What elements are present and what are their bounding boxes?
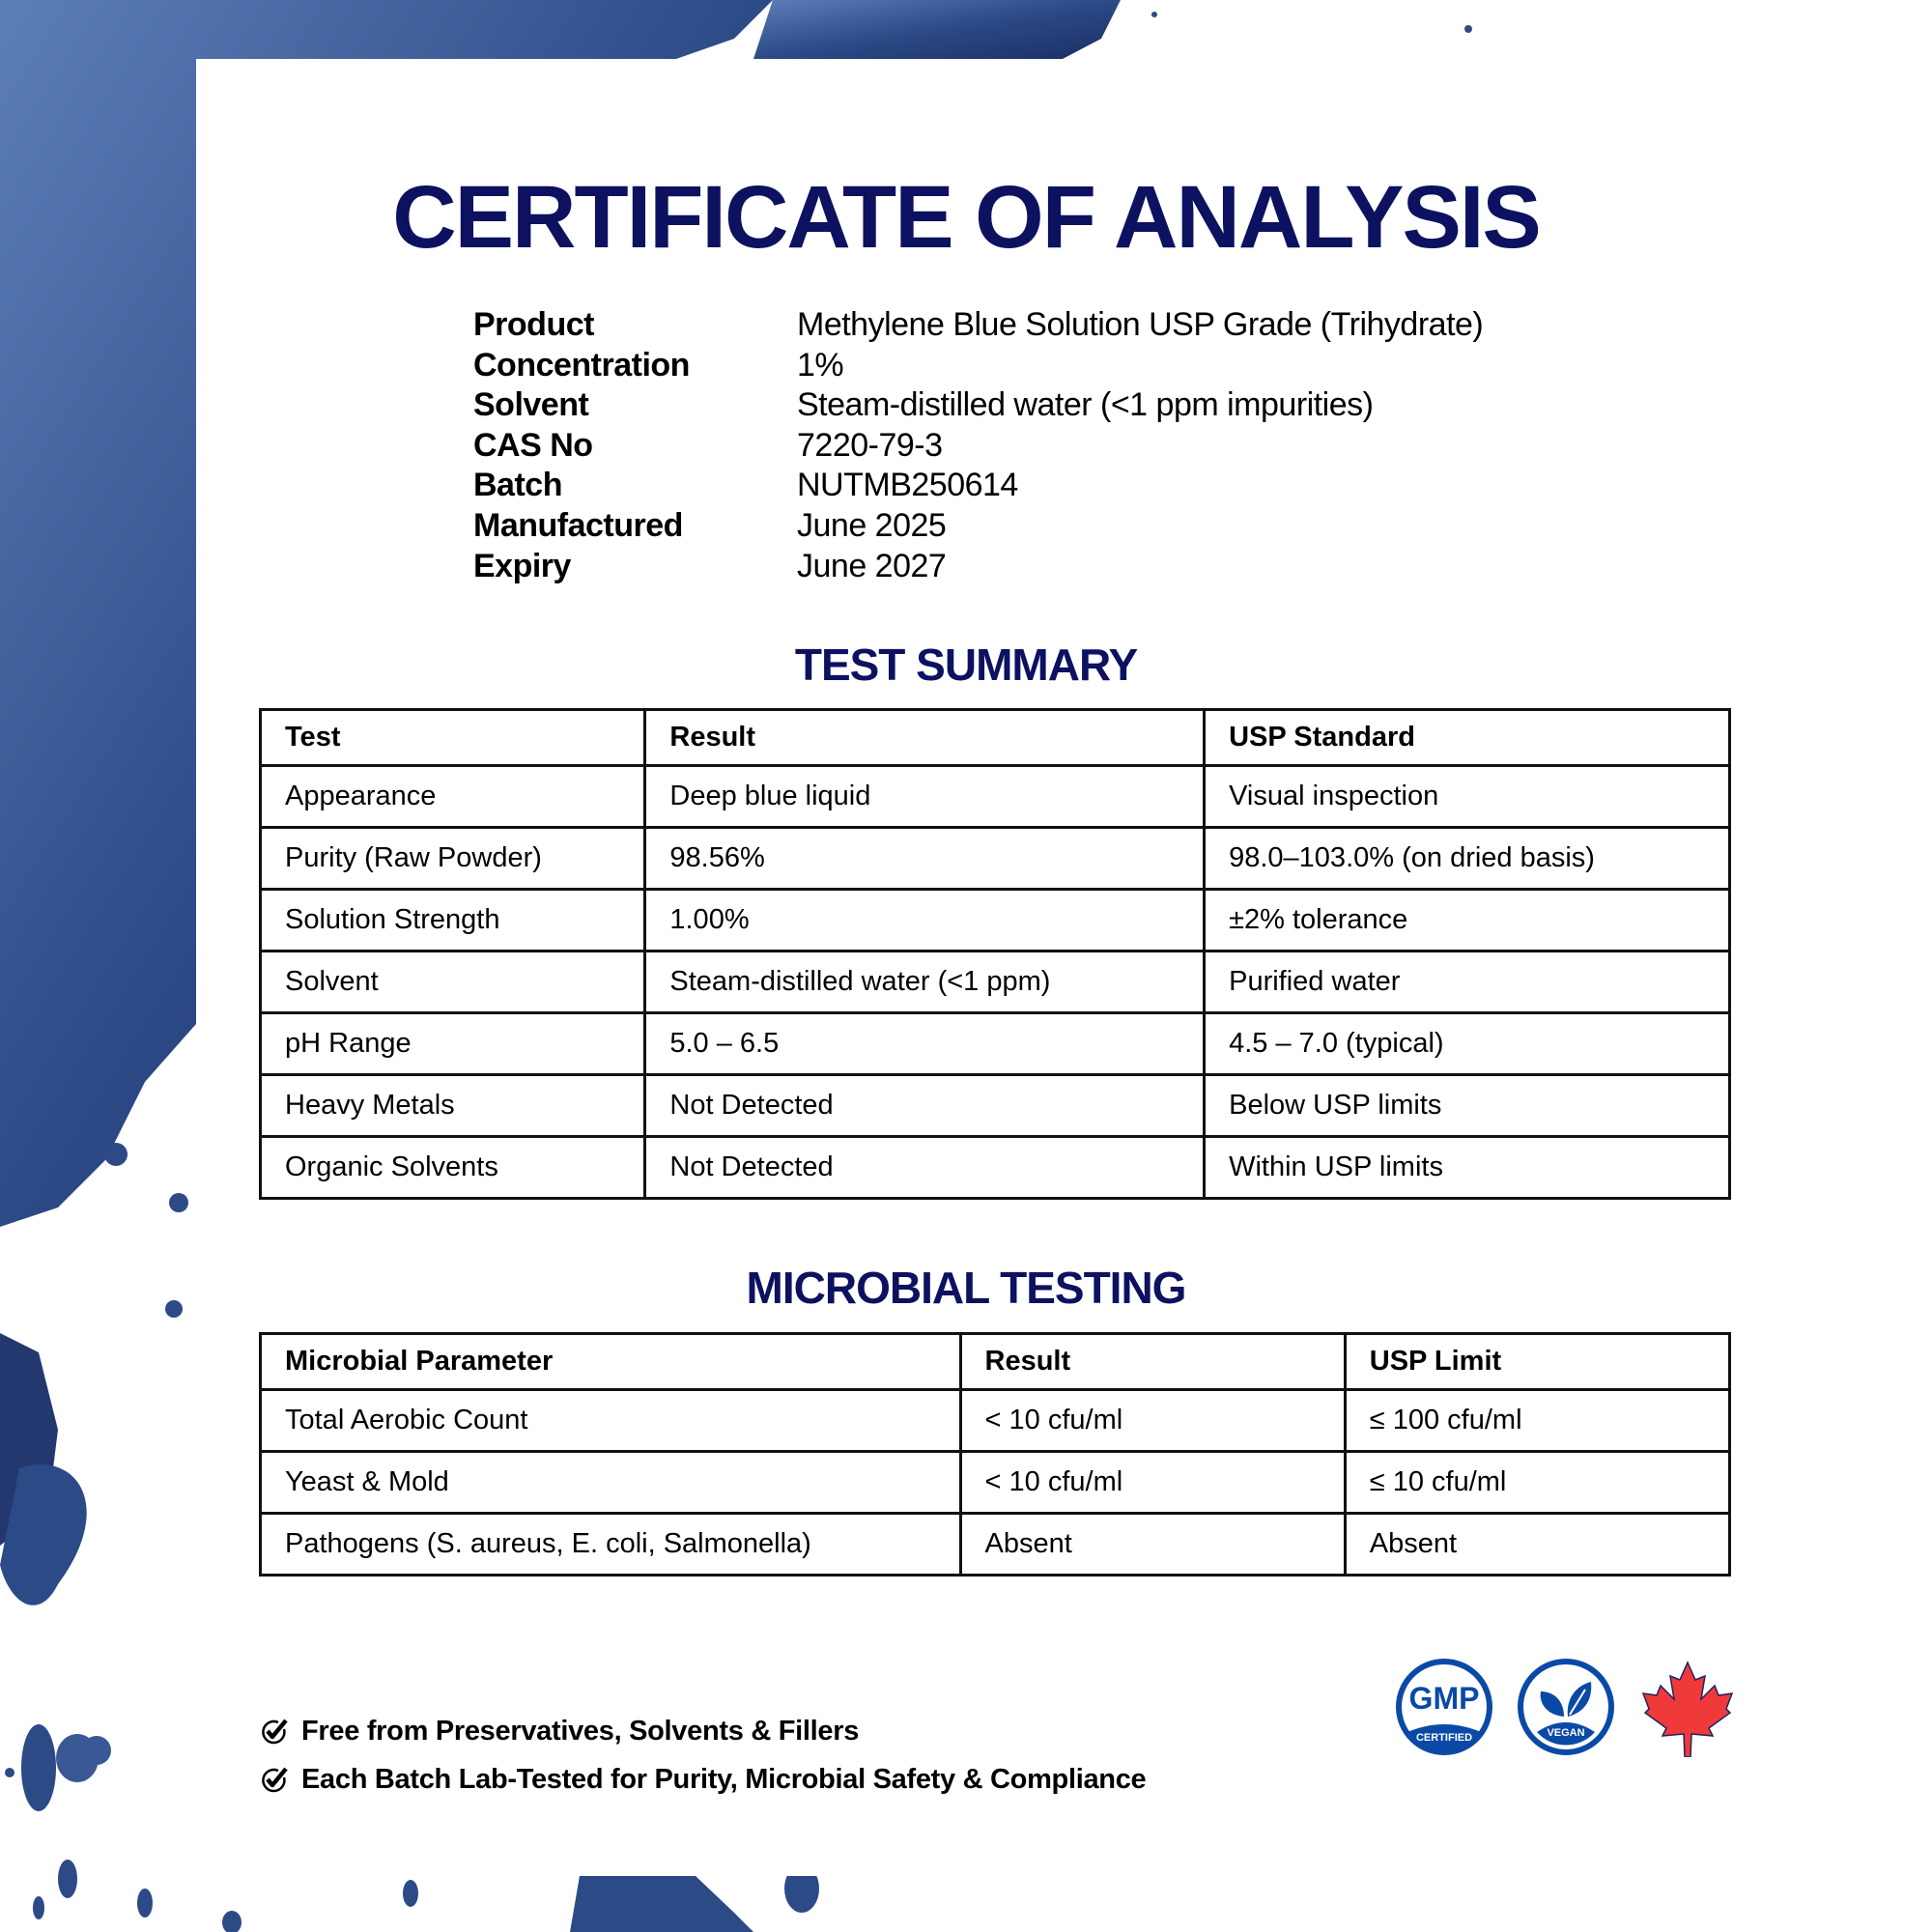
table-cell: Solution Strength <box>261 890 645 952</box>
check-circle-icon <box>259 1716 290 1747</box>
info-label: Product <box>473 306 594 343</box>
column-header: USP Limit <box>1345 1334 1729 1390</box>
info-label: Expiry <box>473 547 571 584</box>
table-cell: 4.5 – 7.0 (typical) <box>1205 1013 1730 1075</box>
info-row-product <box>473 305 1483 346</box>
gmp-text: GMP <box>1408 1681 1480 1716</box>
table-row <box>261 1452 1730 1514</box>
table-cell: Deep blue liquid <box>645 766 1205 828</box>
table-row <box>261 952 1730 1013</box>
info-label: Batch <box>473 467 562 504</box>
table-cell: ≤ 10 cfu/ml <box>1345 1452 1729 1514</box>
column-header: USP Standard <box>1205 710 1730 766</box>
table-cell: 98.56% <box>645 828 1205 890</box>
test-summary-title: TEST SUMMARY <box>794 639 1138 690</box>
table-row <box>261 1075 1730 1137</box>
table-cell: Organic Solvents <box>261 1137 645 1199</box>
table-cell: pH Range <box>261 1013 645 1075</box>
table-cell: Absent <box>1345 1514 1729 1576</box>
certification-badges <box>1394 1657 1738 1757</box>
table-cell: Purified water <box>1205 952 1730 1013</box>
table-cell: Not Detected <box>645 1075 1205 1137</box>
table-cell: Absent <box>960 1514 1345 1576</box>
bullet-item <box>259 1755 1146 1804</box>
info-row-manufactured <box>473 506 1483 547</box>
table-cell: Appearance <box>261 766 645 828</box>
microbial-testing-title: MICROBIAL TESTING <box>746 1263 1186 1313</box>
info-row-concentration <box>473 346 1483 386</box>
info-row-batch <box>473 466 1483 506</box>
info-label: Solvent <box>473 386 589 424</box>
table-cell: ±2% tolerance <box>1205 890 1730 952</box>
column-header: Microbial Parameter <box>261 1334 961 1390</box>
info-value: June 2027 <box>797 547 947 584</box>
microbial-testing-table <box>259 1332 1731 1577</box>
table-cell: Visual inspection <box>1205 766 1730 828</box>
info-row-expiry <box>473 547 1483 587</box>
info-value: Steam-distilled water (<1 ppm impurities) <box>797 386 1374 424</box>
info-value: NUTMB250614 <box>797 467 1018 504</box>
column-header: Result <box>960 1334 1345 1390</box>
table-row <box>261 1390 1730 1452</box>
product-info <box>473 305 1483 586</box>
table-cell: 5.0 – 6.5 <box>645 1013 1205 1075</box>
table-row <box>261 1514 1730 1576</box>
info-value: 7220-79-3 <box>797 426 943 464</box>
maple-leaf-icon <box>1637 1657 1738 1757</box>
test-summary-table <box>259 708 1731 1200</box>
info-value: June 2025 <box>797 506 947 544</box>
vegan-badge <box>1516 1657 1616 1757</box>
table-header-row <box>261 1334 1730 1390</box>
page-title: CERTIFICATE OF ANALYSIS <box>392 168 1540 267</box>
table-cell: Below USP limits <box>1205 1075 1730 1137</box>
table-cell: < 10 cfu/ml <box>960 1452 1345 1514</box>
table-row <box>261 1137 1730 1199</box>
info-label: Manufactured <box>473 506 683 544</box>
bullet-item <box>259 1707 1146 1755</box>
info-value: Methylene Blue Solution USP Grade (Trihydrate) <box>797 306 1484 343</box>
vegan-text: VEGAN <box>1547 1727 1585 1739</box>
column-header: Result <box>645 710 1205 766</box>
table-row <box>261 828 1730 890</box>
certified-text: CERTIFIED <box>1415 1732 1473 1744</box>
bullet-text: Free from Preservatives, Solvents & Fillers <box>301 1715 860 1747</box>
gmp-certified-badge <box>1394 1657 1494 1757</box>
info-row-solvent <box>473 385 1483 426</box>
info-label: Concentration <box>473 346 690 384</box>
table-header-row <box>261 710 1730 766</box>
column-header: Test <box>261 710 645 766</box>
table-cell: Purity (Raw Powder) <box>261 828 645 890</box>
info-row-cas <box>473 426 1483 467</box>
table-row <box>261 1013 1730 1075</box>
table-cell: Not Detected <box>645 1137 1205 1199</box>
table-row <box>261 890 1730 952</box>
table-cell: 1.00% <box>645 890 1205 952</box>
bullet-text: Each Batch Lab-Tested for Purity, Microbial Safety & Compliance <box>301 1763 1147 1795</box>
table-cell: < 10 cfu/ml <box>960 1390 1345 1452</box>
feature-bullets <box>259 1707 1146 1804</box>
table-cell: Yeast & Mold <box>261 1452 961 1514</box>
table-cell: Solvent <box>261 952 645 1013</box>
certificate-card <box>196 59 1932 1876</box>
table-cell: 98.0–103.0% (on dried basis) <box>1205 828 1730 890</box>
table-row <box>261 766 1730 828</box>
info-label: CAS No <box>473 426 593 464</box>
table-cell: Steam-distilled water (<1 ppm) <box>645 952 1205 1013</box>
table-cell: Heavy Metals <box>261 1075 645 1137</box>
info-value: 1% <box>797 346 844 384</box>
table-cell: Within USP limits <box>1205 1137 1730 1199</box>
check-circle-icon <box>259 1764 290 1795</box>
table-cell: Total Aerobic Count <box>261 1390 961 1452</box>
table-cell: Pathogens (S. aureus, E. coli, Salmonella) <box>261 1514 961 1576</box>
table-cell: ≤ 100 cfu/ml <box>1345 1390 1729 1452</box>
